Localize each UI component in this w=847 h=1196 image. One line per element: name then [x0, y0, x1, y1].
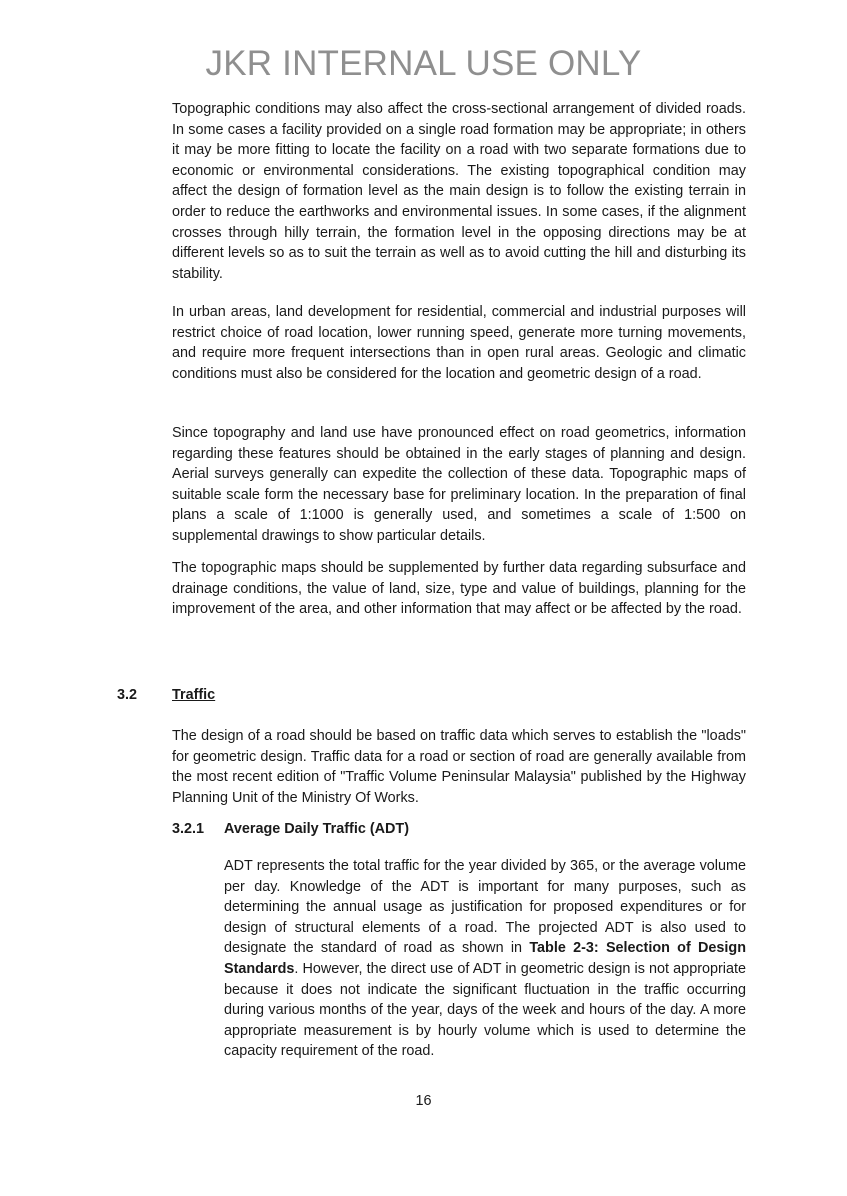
section-number: 3.2	[117, 687, 138, 703]
paragraph-adt	[224, 856, 746, 1062]
paragraph-urban-areas: In urban areas, land development for residential, commercial and industrial purposes will restrict choice of road location, lower running speed, generate more turning movements, and require more frequent intersections than in open rural areas. Geologic and climatic conditions must also be considered for the location and geometric design of a road.	[172, 304, 746, 382]
paragraph-topographic-conditions: Topographic conditions may also affect the cross-sectional arrangement of divided roads. In some cases a facility provided on a single road formation may be appropriate; in others it may be more fitting to locate the facility on a road with two separate formations due to economic or environmental considerations. The existing topographical condition may affect the design of formation level as the main design is to follow the existing terrain in order to reduce the earthworks and environmental issues. In some cases, if the alignment crosses through hilly terrain, the formation level in the opposing directions may be at different levels so as to suit the terrain as well as to avoid cutting the hill and disturbing its stability.	[172, 101, 746, 282]
paragraph-topographic-maps: The topographic maps should be supplemented by further data regarding subsurface and drainage conditions, the value of land, size, type and value of buildings, planning for the improvement of the area, and other information that may affect or be affected by the road.	[172, 560, 746, 618]
paragraph-traffic-data: The design of a road should be based on traffic data which serves to establish the "loads" for geometric design. Traffic data for a road or section of road are generally available from the most recent edition of "Traffic Volume Peninsular Malaysia" published by the Highway Planning Unit of the Ministry Of Works.	[172, 728, 746, 806]
adt-text-before: ADT represents the total traffic for the year divided by 365, or the average volume per day. Knowledge of the ADT is important for many purposes, such as determining the annual usage as justification for proposed expenditures or for design of structural elements of a road. The projected ADT is also used to designate the standard of road as shown in	[224, 858, 746, 957]
adt-text-after: . However, the direct use of ADT in geometric design is not appropriate because it does not indicate the significant fluctuation in the traffic occurring during various months of the year, days of the week and hours of the day. A more appropriate measurement is by hourly volume which is used to determine the capacity requirement of the road.	[224, 960, 746, 1060]
table-reference: Table 2-3: Selection of Design Standards	[224, 940, 746, 977]
paragraph-topography-land-use: Since topography and land use have pronounced effect on road geometrics, information regarding these features should be obtained in the early stages of planning and design. Aerial surveys generally can expedite the collection of these data. Topographic maps of suitable scale form the necessary base for preliminary location. In the preparation of final plans a scale of 1:1000 is generally used, and sometimes a scale of 1:500 on supplemental drawings to show particular details.	[172, 425, 746, 544]
section-title: Traffic	[172, 687, 216, 703]
watermark: JKR INTERNAL USE ONLY	[205, 44, 642, 83]
subsection-title: Average Daily Traffic (ADT)	[224, 821, 409, 837]
subsection-number: 3.2.1	[172, 821, 205, 837]
page-number: 16	[415, 1093, 432, 1109]
